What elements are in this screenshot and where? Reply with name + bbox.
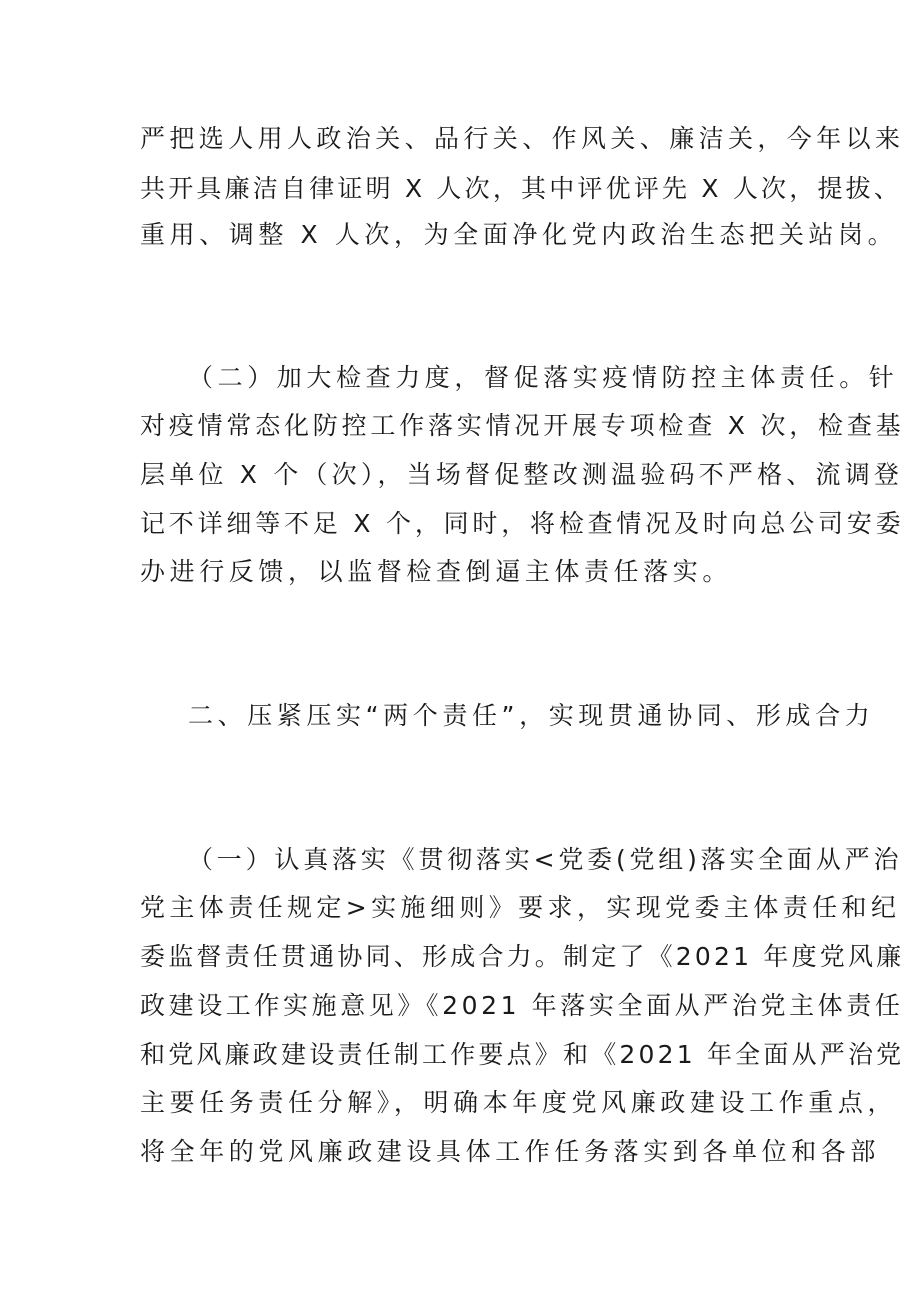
text-line: （二）加大检查力度，督促落实疫情防控主体责任。针 — [188, 363, 899, 392]
text-line: 将全年的党风廉政建设具体工作任务落实到各单位和各部 — [140, 1137, 881, 1166]
text-line: 委监督责任贯通协同、形成合力。制定了《2021 年度党风廉 — [140, 942, 905, 971]
text-line: 对疫情常态化防控工作落实情况开展专项检查 X 次，检查基 — [140, 411, 905, 440]
text-line: 重用、调整 X 人次，为全面净化党内政治生态把关站岗。 — [140, 220, 898, 249]
text-line: 主要任务责任分解》，明确本年度党风廉政建设工作重点， — [140, 1088, 898, 1117]
text-line: （一）认真落实《贯彻落实<党委(党组)落实全面从严治 — [188, 845, 903, 874]
text-line: 共开具廉洁自律证明 X 人次，其中评优评先 X 人次，提拔、 — [140, 174, 903, 203]
text-line: 和党风廉政建设责任制工作要点》和《2021 年全面从严治党 — [140, 1040, 905, 1069]
text-line: 记不详细等不足 X 个，同时，将检查情况及时向总公司安委 — [140, 509, 905, 538]
text-line: 党主体责任规定>实施细则》要求，实现党委主体责任和纪 — [140, 893, 901, 922]
section-heading: 二、压紧压实“两个责任”，实现贯通协同、形成合力 — [188, 701, 875, 730]
text-line: 办进行反馈，以监督检查倒逼主体责任落实。 — [140, 557, 733, 586]
text-line: 政建设工作实施意见》《2021 年落实全面从严治党主体责任 — [140, 991, 904, 1020]
text-line: 严把选人用人政治关、品行关、作风关、廉洁关，今年以来 — [140, 124, 905, 153]
text-line: 层单位 X 个（次），当场督促整改测温验码不严格、流调登 — [140, 460, 904, 489]
